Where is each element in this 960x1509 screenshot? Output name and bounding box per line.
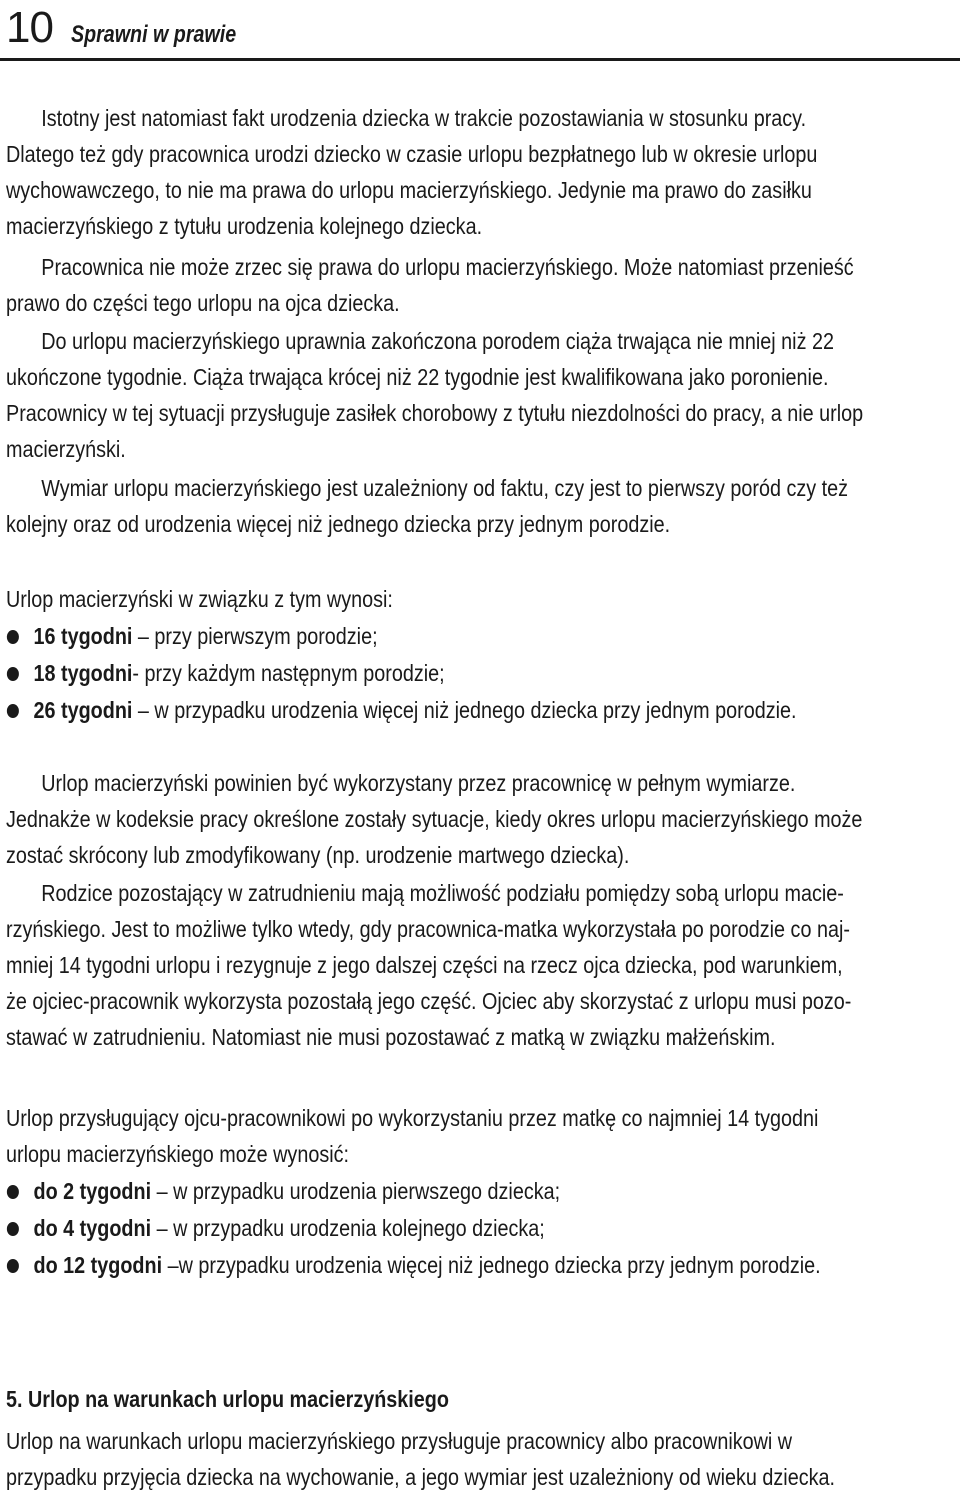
list-item: 16 tygodni – przy pierwszym porodzie;	[6, 618, 821, 655]
text-line: macierzyński.	[6, 436, 126, 462]
text-line: prawo do części tego urlopu na ojca dziecka.	[6, 290, 400, 316]
text-line: że ojciec-pracownik wykorzysta pozostałą jego część. Ojciec aby skorzystać z urlopu musi pozo-	[6, 988, 852, 1014]
text-line: macierzyńskiego z tytułu urodzenia kolejnego dziecka.	[6, 213, 483, 239]
paragraph-1	[6, 100, 954, 244]
text-line: Pracownica nie może zrzec się prawa do urlopu macierzyńskiego. Może natomiast przenieść	[41, 254, 854, 280]
text-line: Dlatego też gdy pracownica urodzi dziecko w czasie urlopu bezpłatnego lub w okresie urlopu	[6, 141, 818, 167]
paragraph-2	[6, 249, 954, 321]
text-line: Pracownicy w tej sytuacji przysługuje zasiłek chorobowy z tytułu niezdolności do pracy, a nie urlop	[6, 400, 864, 426]
bullet-icon	[7, 704, 19, 718]
bullet-icon	[7, 667, 19, 681]
text-line: Urlop przysługujący ojcu-pracownikowi po wykorzystaniu przez matkę co najmniej 14 tygodni	[6, 1105, 819, 1131]
section-5	[6, 1381, 954, 1495]
list-item: 26 tygodni – w przypadku urodzenia więcej niż jednego dziecka przy jednym porodzie.	[6, 692, 821, 729]
text-line: rzyńskiego. Jest to możliwe tylko wtedy, gdy pracownica-matka wykorzystała po porodzie co naj-	[6, 916, 850, 942]
text-line: Jednakże w kodeksie pracy określone zostały sytuacje, kiedy okres urlopu macierzyńskiego może	[6, 806, 863, 832]
paragraph-3	[6, 323, 954, 467]
text-line: Do urlopu macierzyńskiego uprawnia zakończona porodem ciąża trwająca nie mniej niż 22	[41, 328, 834, 354]
text-line: urlopu macierzyńskiego może wynosić:	[6, 1141, 349, 1167]
text-line: wychowawczego, to nie ma prawa do urlopu macierzyńskiego. Jedynie ma prawo do zasiłku	[6, 177, 812, 203]
section-heading: 5. Urlop na warunkach urlopu macierzyńskiego	[6, 1386, 449, 1412]
page-header	[6, 2, 272, 54]
text-line: mniej 14 tygodni urlopu i rezygnuje z jego dalszej części na rzecz ojca dziecka, pod warunkiem,	[6, 952, 843, 978]
text-line: Wymiar urlopu macierzyńskiego jest uzależniony od faktu, czy jest to pierwszy poród czy też	[41, 475, 848, 501]
list-item: 18 tygodni- przy każdym następnym porodzie;	[6, 655, 821, 692]
text-line: zostać skrócony lub zmodyfikowany (np. urodzenie martwego dziecka).	[6, 842, 630, 868]
bullet-icon	[7, 1259, 19, 1273]
list-item: do 2 tygodni – w przypadku urodzenia pierwszego dziecka;	[6, 1173, 821, 1210]
father-leave-section	[6, 1100, 954, 1284]
bullet-icon	[7, 1185, 19, 1199]
text-line: kolejny oraz od urodzenia więcej niż jednego dziecka przy jednym porodzie.	[6, 511, 671, 537]
header-rule	[0, 58, 960, 61]
list-item: do 4 tygodni – w przypadku urodzenia kolejnego dziecka;	[6, 1210, 821, 1247]
text-line: Urlop macierzyński powinien być wykorzystany przez pracownicę w pełnym wymiarze.	[41, 770, 796, 796]
text-line: Rodzice pozostający w zatrudnieniu mają możliwość podziału pomiędzy sobą urlopu macie-	[41, 880, 844, 906]
paragraph-5	[6, 765, 954, 873]
bullet-icon	[7, 630, 19, 644]
page-number: 10	[6, 3, 53, 52]
section-title: Sprawni w prawie	[70, 21, 237, 48]
maternity-leave-list	[6, 581, 954, 729]
text-line: stawać w zatrudnieniu. Natomiast nie musi pozostawać z matką w związku małżeńskim.	[6, 1024, 776, 1050]
paragraph-6	[6, 875, 954, 1055]
text-line: przypadku przyjęcia dziecka na wychowanie, a jego wymiar jest uzależniony od wieku dziecka.	[6, 1464, 835, 1490]
text-line: Istotny jest natomiast fakt urodzenia dziecka w trakcie pozostawiania w stosunku pracy.	[41, 105, 807, 131]
bullet-icon	[7, 1222, 19, 1236]
paragraph-4	[6, 470, 954, 542]
list-intro: Urlop macierzyński w związku z tym wynosi:	[6, 586, 393, 612]
list-item: do 12 tygodni –w przypadku urodzenia więcej niż jednego dziecka przy jednym porodzie.	[6, 1247, 821, 1284]
text-line: Urlop na warunkach urlopu macierzyńskiego przysługuje pracownicy albo pracownikowi w	[6, 1428, 793, 1454]
text-line: ukończone tygodnie. Ciąża trwająca krócej niż 22 tygodnie jest kwalifikowana jako poronienie.	[6, 364, 829, 390]
